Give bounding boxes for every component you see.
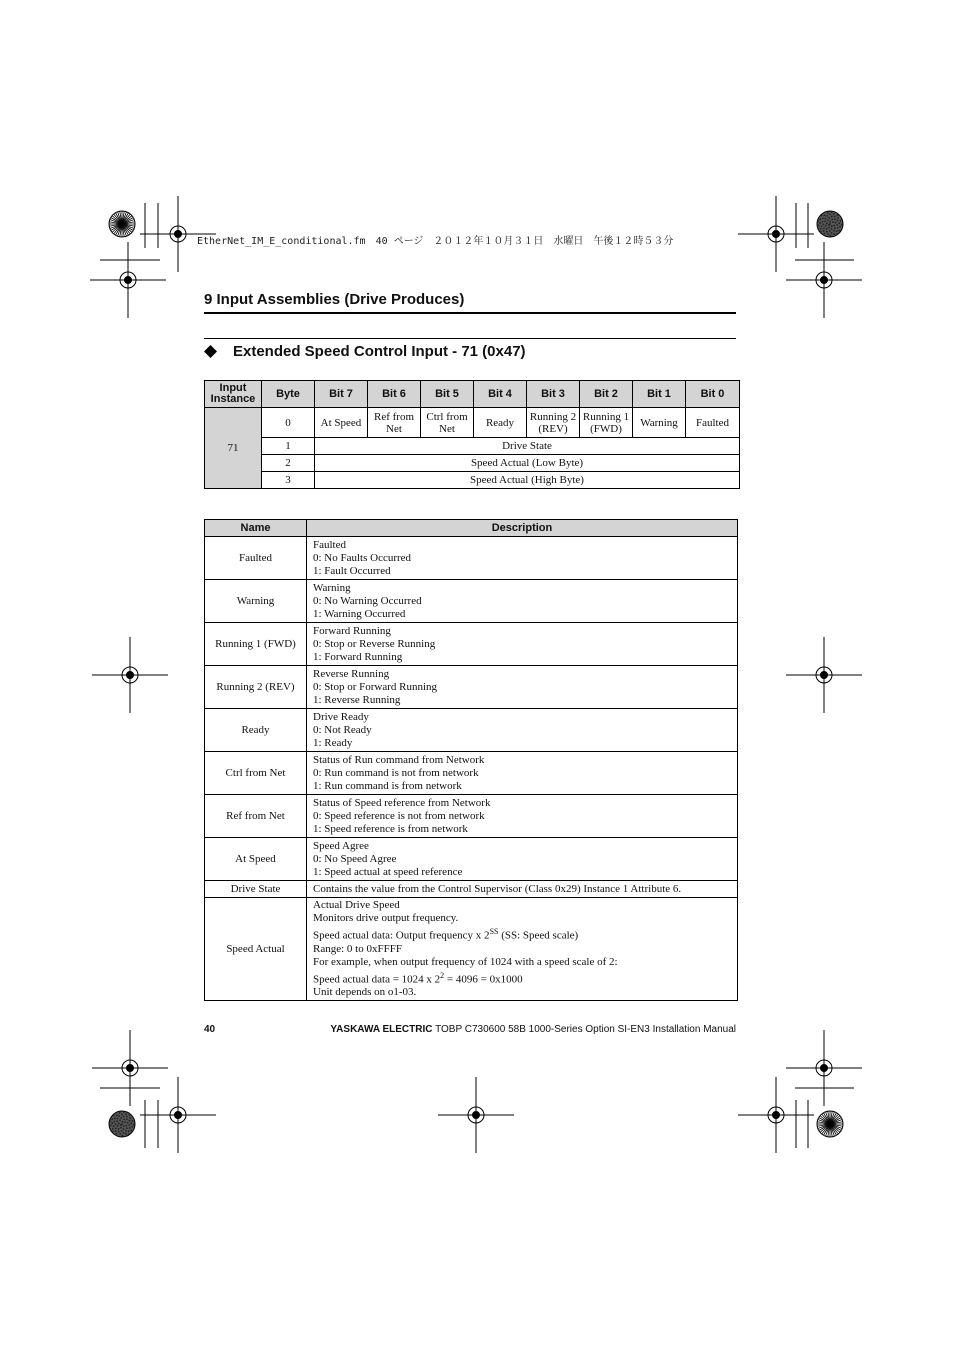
bit-label: Ready — [485, 416, 515, 429]
desc-line: Faulted — [313, 538, 346, 551]
header-description: Description — [307, 520, 738, 537]
desc-line: Unit depends on o1-03. — [313, 986, 417, 999]
name-cell: Ready — [205, 709, 307, 752]
name-cell: Drive State — [205, 881, 307, 898]
desc-line: 1: Forward Running — [313, 650, 403, 663]
assembly-header-row — [205, 381, 740, 408]
table-row — [205, 709, 738, 752]
desc-line: Speed Agree — [313, 839, 369, 852]
desc-cell — [307, 898, 738, 1001]
value-cell: Speed Actual (Low Byte) — [315, 455, 740, 472]
desc-cell — [307, 752, 738, 795]
header-bit5: Bit 5 — [421, 381, 474, 408]
starburst-icon — [817, 1111, 843, 1137]
name-cell: Running 2 (REV) — [205, 666, 307, 709]
bit-label: Faulted — [696, 416, 729, 429]
desc-line: 0: No Speed Agree — [313, 852, 397, 865]
bit-label: Net — [439, 422, 455, 435]
starburst-icon — [109, 211, 135, 237]
bit-label: Ctrl from — [426, 410, 468, 423]
instance-cell: 71 — [205, 408, 262, 489]
file-slug: EtherNet_IM_E_conditional.fm 40 ページ ２０１２年１０月３１日 水曜日 午後１２時５３分 — [197, 236, 674, 247]
bit-cell — [421, 408, 474, 438]
table-row — [205, 838, 738, 881]
header-name: Name — [205, 520, 307, 537]
desc-line: 1: Warning Occurred — [313, 607, 406, 620]
desc-line: 0: Run command is not from network — [313, 766, 479, 779]
table-row — [205, 795, 738, 838]
name-cell: Warning — [205, 580, 307, 623]
starburst-icon — [109, 1111, 135, 1137]
bit-cell — [527, 408, 580, 438]
header-bit0: Bit 0 — [686, 381, 740, 408]
desc-line: 1: Fault Occurred — [313, 564, 391, 577]
name-cell: Running 1 (FWD) — [205, 623, 307, 666]
header-input-instance-text: Input Instance — [210, 382, 256, 405]
table-row — [205, 438, 740, 455]
value-cell: Speed Actual (High Byte) — [315, 472, 740, 489]
desc-line: 0: No Warning Occurred — [313, 594, 422, 607]
desc-text: = 4096 = 0x1000 — [444, 973, 523, 986]
header-bit4: Bit 4 — [474, 381, 527, 408]
desc-text: Speed actual data = 1024 x 2 — [313, 973, 441, 986]
desc-cell — [307, 709, 738, 752]
header-bit1: Bit 1 — [633, 381, 686, 408]
starburst-icon — [817, 211, 843, 237]
table-row — [205, 666, 738, 709]
name-cell: Speed Actual — [205, 898, 307, 1001]
desc-cell — [307, 881, 738, 898]
header-bit7: Bit 7 — [315, 381, 368, 408]
desc-line: 0: Not Ready — [313, 723, 372, 736]
header-input-instance — [205, 381, 262, 408]
table-row — [205, 623, 738, 666]
table-row — [205, 408, 740, 438]
desc-line: Drive Ready — [313, 710, 369, 723]
desc-cell — [307, 838, 738, 881]
desc-line: Forward Running — [313, 624, 391, 637]
desc-text: (SS: Speed scale) — [498, 929, 579, 942]
bit-cell — [633, 408, 686, 438]
desc-line: 0: No Faults Occurred — [313, 551, 412, 564]
superscript: 2 — [440, 970, 445, 980]
value-cell: Drive State — [315, 438, 740, 455]
desc-text: Speed actual data: Output frequency x 2 — [313, 929, 490, 942]
desc-line: 0: Stop or Reverse Running — [313, 637, 436, 650]
desc-line: Status of Speed reference from Network — [313, 796, 491, 809]
bit-label: Warning — [640, 416, 678, 429]
registration-crosshair-icon — [438, 1077, 514, 1153]
subsection-title: Extended Speed Control Input - 71 (0x47) — [233, 343, 526, 360]
byte-cell: 2 — [262, 455, 315, 472]
footer-brand: YASKAWA ELECTRIC — [330, 1024, 433, 1035]
header-bit3: Bit 3 — [527, 381, 580, 408]
page-number: 40 — [204, 1024, 216, 1035]
registration-crosshair-icon — [92, 637, 168, 713]
desc-line: Warning — [313, 581, 351, 594]
footer-doc-title: TOBP C730600 58B 1000-Series Option SI-EN3 Installation Manual — [432, 1024, 736, 1035]
bit-label: (REV) — [538, 422, 568, 435]
section-title: 9 Input Assemblies (Drive Produces) — [204, 291, 465, 308]
table-row — [205, 472, 740, 489]
desc-line: 0: Speed reference is not from network — [313, 809, 485, 822]
table-row — [205, 455, 740, 472]
name-cell: Faulted — [205, 537, 307, 580]
registration-crosshair-icon — [786, 1030, 862, 1106]
desc-line: Status of Run command from Network — [313, 753, 485, 766]
desc-line: For example, when output frequency of 1024 with a speed scale of 2: — [313, 955, 618, 968]
desc-cell — [307, 580, 738, 623]
desc-line: 1: Speed reference is from network — [313, 822, 468, 835]
table-row — [205, 580, 738, 623]
desc-line: Monitors drive output frequency. — [313, 912, 459, 924]
table-row — [205, 752, 738, 795]
bit-cell — [580, 408, 633, 438]
desc-line: 0: Stop or Forward Running — [313, 680, 438, 693]
registration-crosshair-icon — [738, 196, 814, 272]
registration-crosshair-icon — [90, 242, 166, 318]
bit-label: Net — [386, 422, 402, 435]
bit-cell — [368, 408, 421, 438]
desc-cell — [307, 623, 738, 666]
bit-label: (FWD) — [590, 422, 622, 435]
bit-label: Running 2 — [529, 410, 577, 423]
desc-line: 1: Reverse Running — [313, 693, 401, 706]
bit-label: Ref from — [373, 410, 414, 423]
bit-cell — [474, 408, 527, 438]
registration-crosshair-icon — [92, 1030, 168, 1106]
registration-crosshair-icon — [786, 637, 862, 713]
bit-cell — [315, 408, 368, 438]
desc-cell — [307, 537, 738, 580]
bit-cell — [686, 408, 740, 438]
bit-label: Running 1 — [582, 410, 630, 423]
header-byte: Byte — [262, 381, 315, 408]
desc-line — [313, 969, 731, 987]
description-table — [204, 519, 738, 1001]
diamond-bullet-icon — [204, 345, 217, 358]
bit-label: At Speed — [320, 416, 362, 429]
table-row — [205, 537, 738, 580]
byte-cell: 3 — [262, 472, 315, 489]
desc-cell — [307, 666, 738, 709]
description-header-row — [205, 520, 738, 537]
registration-crosshair-icon — [786, 242, 862, 318]
desc-line: 1: Speed actual at speed reference — [313, 865, 463, 878]
byte-cell: 0 — [262, 408, 315, 438]
header-bit2: Bit 2 — [580, 381, 633, 408]
desc-line: Reverse Running — [313, 667, 390, 680]
desc-line: Range: 0 to 0xFFFF — [313, 942, 402, 955]
superscript: SS — [489, 927, 499, 936]
name-cell: Ctrl from Net — [205, 752, 307, 795]
byte-cell: 1 — [262, 438, 315, 455]
table-row — [205, 898, 738, 1001]
desc-cell — [307, 795, 738, 838]
section-rule — [204, 312, 736, 314]
assembly-table — [204, 380, 740, 489]
subsection-rule — [204, 338, 736, 339]
footer-title — [330, 1024, 736, 1035]
table-row — [205, 881, 738, 898]
desc-line: 1: Run command is from network — [313, 779, 462, 792]
subsection-heading — [204, 343, 526, 360]
desc-line: Contains the value from the Control Supervisor (Class 0x29) Instance 1 Attribute 6. — [313, 882, 682, 895]
desc-line: 1: Ready — [313, 736, 353, 749]
name-cell: At Speed — [205, 838, 307, 881]
description-body — [205, 537, 738, 1001]
desc-line: Actual Drive Speed — [313, 899, 400, 911]
name-cell: Ref from Net — [205, 795, 307, 838]
desc-line — [313, 925, 731, 943]
header-bit6: Bit 6 — [368, 381, 421, 408]
